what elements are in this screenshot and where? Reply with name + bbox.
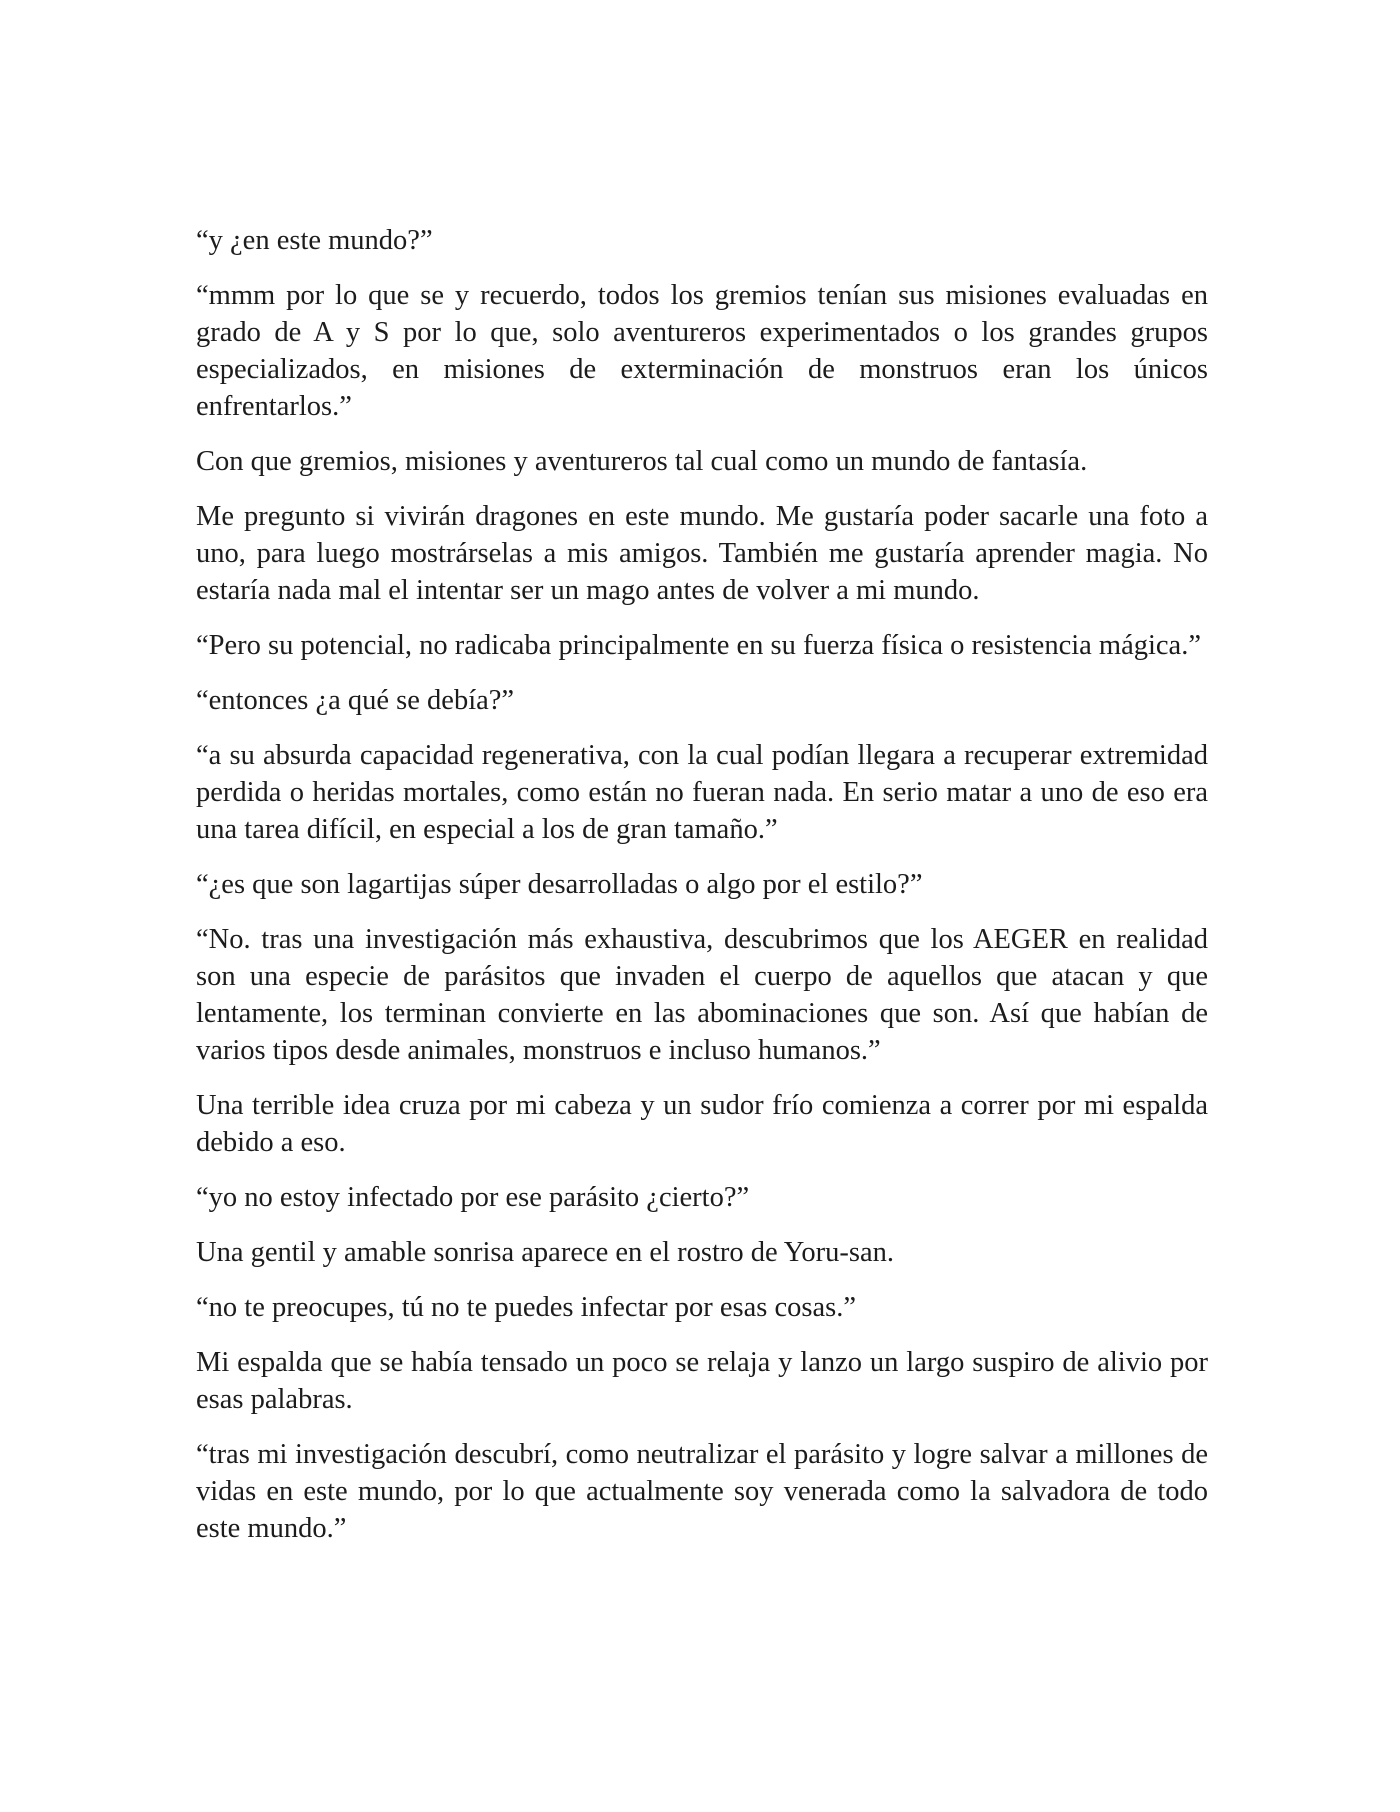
paragraph-lizards: “¿es que son lagartijas súper desarrolladas o algo por el estilo?” xyxy=(196,869,923,900)
paragraph-aeger-parasites: “No. tras una investigación más exhaustiva, descubrimos que los AEGER en realidad son una especie de parásitos que invaden el cuerpo de aquellos que atacan y que lentamente, los terminan convierte en las abominaciones que son. Así que habían de varios tipos desde animales, monstruos e incluso humanos.” xyxy=(196,924,1208,1066)
paragraph-savior: “tras mi investigación descubrí, como neutralizar el parásito y logre salvar a millones de vidas en este mundo, por lo que actualmente soy venerada como la salvadora de todo este mundo.” xyxy=(196,1439,1208,1544)
paragraph-dialogue-question: “y ¿en este mundo?” xyxy=(196,225,433,256)
paragraph-terrible-idea: Una terrible idea cruza por mi cabeza y un sudor frío comienza a correr por mi espalda debido a eso. xyxy=(196,1090,1208,1158)
paragraph-then-why: “entonces ¿a qué se debía?” xyxy=(196,685,515,716)
paragraph-fantasy-world: Con que gremios, misiones y aventureros tal cual como un mundo de fantasía. xyxy=(196,446,1088,477)
paragraph-potential: “Pero su potencial, no radicaba principalmente en su fuerza física o resistencia mágica.” xyxy=(196,630,1201,661)
paragraph-dragons-magic: Me pregunto si vivirán dragones en este mundo. Me gustaría poder sacarle una foto a uno, para luego mostrárselas a mis amigos. También me gustaría aprender magia. No estaría nada mal el intentar ser un mago antes de volver a mi mundo. xyxy=(196,501,1208,606)
paragraph-guild-missions: “mmm por lo que se y recuerdo, todos los gremios tenían sus misiones evaluadas en grado de A y S por lo que, solo aventureros experimentados o los grandes grupos especializados, en misiones de exterminación de monstruos eran los únicos enfrentarlos.” xyxy=(196,280,1208,422)
paragraph-yoru-smile: Una gentil y amable sonrisa aparece en el rostro de Yoru-san. xyxy=(196,1237,895,1268)
paragraph-regeneration: “a su absurda capacidad regenerativa, con la cual podían llegara a recuperar extremidad perdida o heridas mortales, como están no fueran nada. En serio matar a uno de eso era una tarea difícil, en especial a los de gran tamaño.” xyxy=(196,740,1208,845)
paragraph-infected-question: “yo no estoy infectado por ese parásito ¿cierto?” xyxy=(196,1182,750,1213)
paragraph-relief: Mi espalda que se había tensado un poco se relaja y lanzo un largo suspiro de alivio por esas palabras. xyxy=(196,1347,1208,1415)
paragraph-dont-worry: “no te preocupes, tú no te puedes infectar por esas cosas.” xyxy=(196,1292,856,1323)
body-text xyxy=(196,222,1208,1565)
